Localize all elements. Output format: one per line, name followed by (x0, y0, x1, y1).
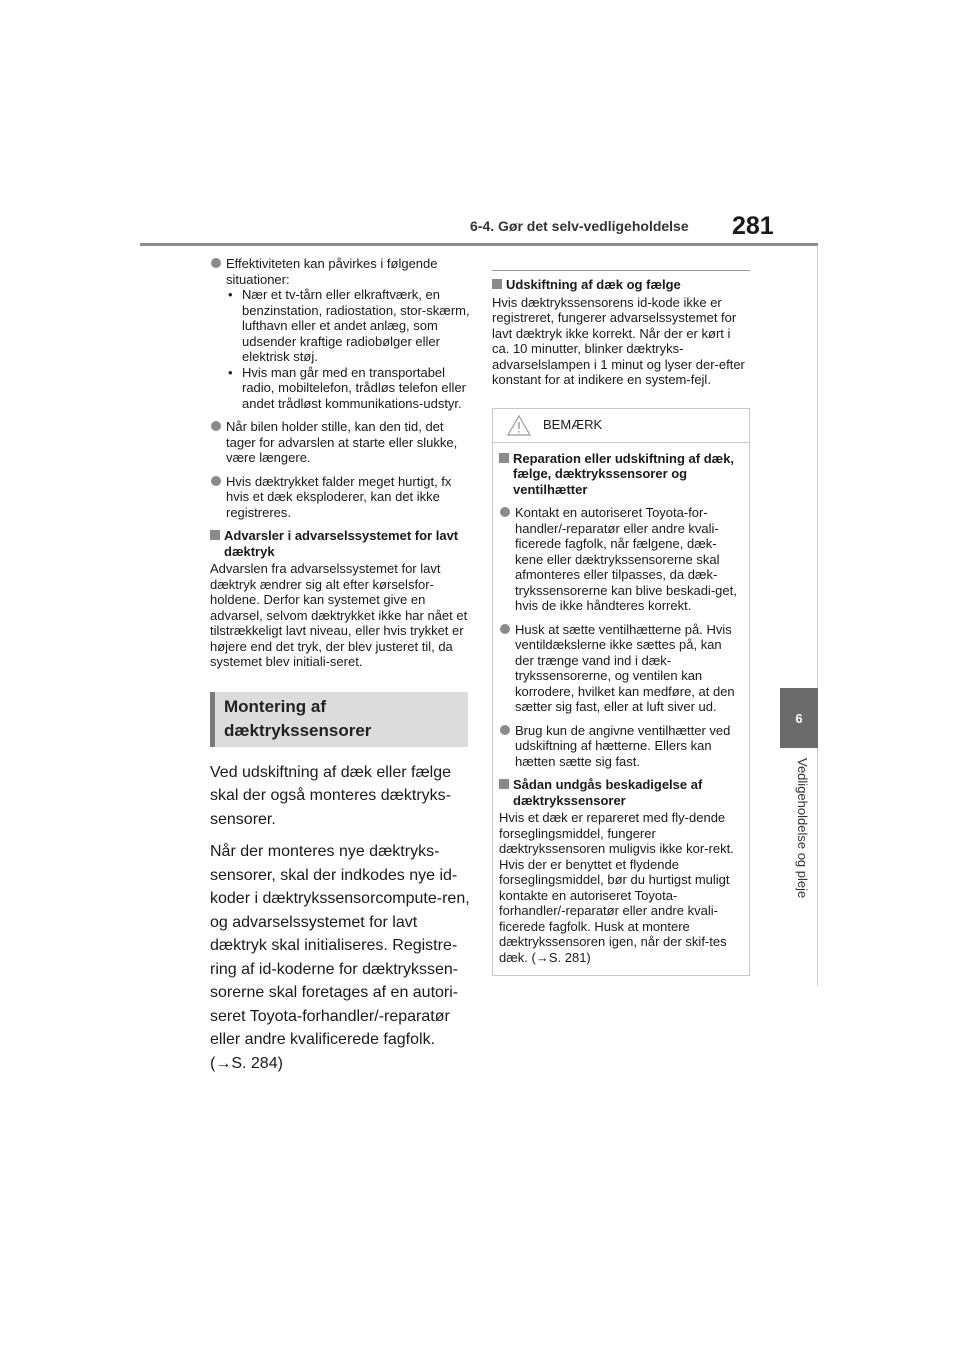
notice-label: BEMÆRK (543, 416, 603, 432)
heading-line-1: Montering af (224, 696, 326, 716)
section-heading-box (210, 692, 468, 747)
list-item (499, 723, 741, 770)
list-item (210, 474, 472, 521)
bullet-text: Hvis dæktrykket falder meget hurtigt, fx hvis et dæk eksploderer, kan det ikke registreres. (226, 473, 452, 520)
subsection-title: Udskiftning af dæk og fælge (506, 277, 681, 292)
square-bullet-icon (499, 453, 509, 463)
right-column (492, 270, 750, 976)
bullet-text: Husk at sætte ventilhætterne på. Hvis ventildækslerne ikke sættes på, kan der trænge vand ind i dæk-trykssensorerne, og ventilen kan korrodere, hvilket kan medføre, at den sætter sig fast, eller at luft siver ud. (515, 621, 735, 714)
page-number: 281 (732, 212, 774, 240)
bullet-text: Effektiviteten kan påvirkes i følgende situationer: (226, 256, 438, 287)
square-bullet-icon (210, 530, 220, 540)
subsection-heading (499, 777, 741, 808)
bullet-icon (500, 507, 510, 517)
left-column (210, 256, 472, 1084)
sub-item (226, 287, 472, 365)
sub-item (226, 365, 472, 412)
subsection-heading (210, 528, 472, 559)
bullet-text: Når bilen holder stille, kan den tid, det tager for advarslen at starte eller slukke, være længere. (226, 419, 458, 465)
subsection-title: Reparation eller udskiftning af dæk, fælge, dæktrykssensorer og ventilhætter (513, 450, 735, 497)
bullet-text: Brug kun de angivne ventilhætter ved udskiftning af hætterne. Ellers kan hætten sætte sig fast. (515, 722, 731, 769)
bullet-icon (211, 476, 221, 486)
bullet-text: Kontakt en autoriseret Toyota-for-handler/-reparatør eller andre kvali-ficerede fagfolk, når fælgene, dæk-kene eller dæktrykssensorerne skal afmonteres eller tilpasses, da dæk-trykssensorerne kan blive beskadi-get, hvis de ikke håndteres korrekt. (515, 505, 737, 613)
sub-item-text: Nær et tv-tårn eller elkraftværk, en benzinstation, radiostation, stor-skærm, lufthavn eller et andet anlæg, som udsender kraftige radiobølger eller elektrisk støj. (242, 287, 470, 364)
page-reference-link[interactable]: (→S. 284) (210, 1054, 283, 1072)
subsection-title: Sådan undgås beskadigelse af dæktrykssensorer (513, 777, 703, 808)
square-bullet-icon (492, 279, 502, 289)
bullet-icon (500, 624, 510, 634)
subsection-title: Advarsler i advarselssystemet for lavt dæktryk (224, 528, 459, 559)
body-text: Når der monteres nye dæktryks-sensorer, skal der indkodes nye id-koder i dæktrykssensorcompute-ren, og advarselssystemet for lavt dæktryk skal initialiseres. Registre-ring af id-koderne for dæktrykssen-sorerne skal foretages af en autori-seret Toyota-forhandler/-reparatør eller andre kvalificerede fagfolk. (210, 843, 470, 1048)
bullet-icon (211, 421, 221, 431)
list-item (499, 622, 741, 715)
paragraph: Hvis et dæk er repareret med fly-dende forseglingsmiddel, fungerer dæktrykssensoren muligvis ikke kor-rekt. Hvis der er benyttet et flydende forseglingsmiddel, bør du hurtigst muligt kontakte en autoriseret Toyota-forhandler/-reparatør eller andre kvali-ficerede fagfolk. Husk at montere dæktrykssensoren igen, når der skif-tes dæk. (→S. 281) (499, 810, 734, 965)
paragraph: Hvis dæktrykssensorens id-kode ikke er registreret, fungerer advarselssystemet for lavt dæktryk ikke korrekt. Når der er kørt i ca. 10 minutter, blinker dæktryks-advarselslampen i 1 minut og lyser der-efter konstant for at indikere en system-fejl. (492, 294, 745, 387)
body-paragraph: Ved udskiftning af dæk eller fælge skal der også monteres dæktryks-sensorer. (210, 763, 452, 828)
notice-header (493, 409, 749, 443)
list-item (499, 505, 741, 614)
paragraph: Advarslen fra advarselssystemet for lavt dæktryk ændrer sig alt efter kørselsfor-holdene. Derfor kan systemet give en advarsel, selvom dæktrykket ikke har nået et tilstrækkeligt lavt niveau, eller hvis trykket er højere end det tryk, der blev justeret til, da systemet blev initiali-seret. (210, 561, 468, 669)
section-title: 6-4. Gør det selv-vedligeholdelse (470, 218, 689, 234)
top-rule (492, 270, 750, 271)
square-bullet-icon (499, 779, 509, 789)
heading-line-2: dæktrykssensorer (224, 720, 372, 740)
bullet-icon (211, 258, 221, 268)
list-item (210, 419, 472, 466)
warning-triangle-icon (507, 415, 531, 436)
dot-mark-icon: • (228, 287, 233, 302)
side-divider (817, 246, 818, 986)
list-item (210, 256, 472, 411)
subsection-heading (499, 451, 741, 498)
bullet-icon (500, 725, 510, 735)
subsection-heading (492, 277, 750, 293)
chapter-label: Vedligeholdelse og pleje (795, 758, 810, 899)
sub-item-text: Hvis man går med en transportabel radio, mobiltelefon, trådløs telefon eller andet trådløst kommunikations-udstyr. (242, 364, 467, 411)
header-divider (140, 243, 818, 246)
dot-mark-icon: • (228, 364, 233, 380)
notice-box (492, 408, 750, 977)
body-paragraph (210, 840, 472, 1075)
chapter-tab[interactable]: 6 (780, 688, 818, 748)
